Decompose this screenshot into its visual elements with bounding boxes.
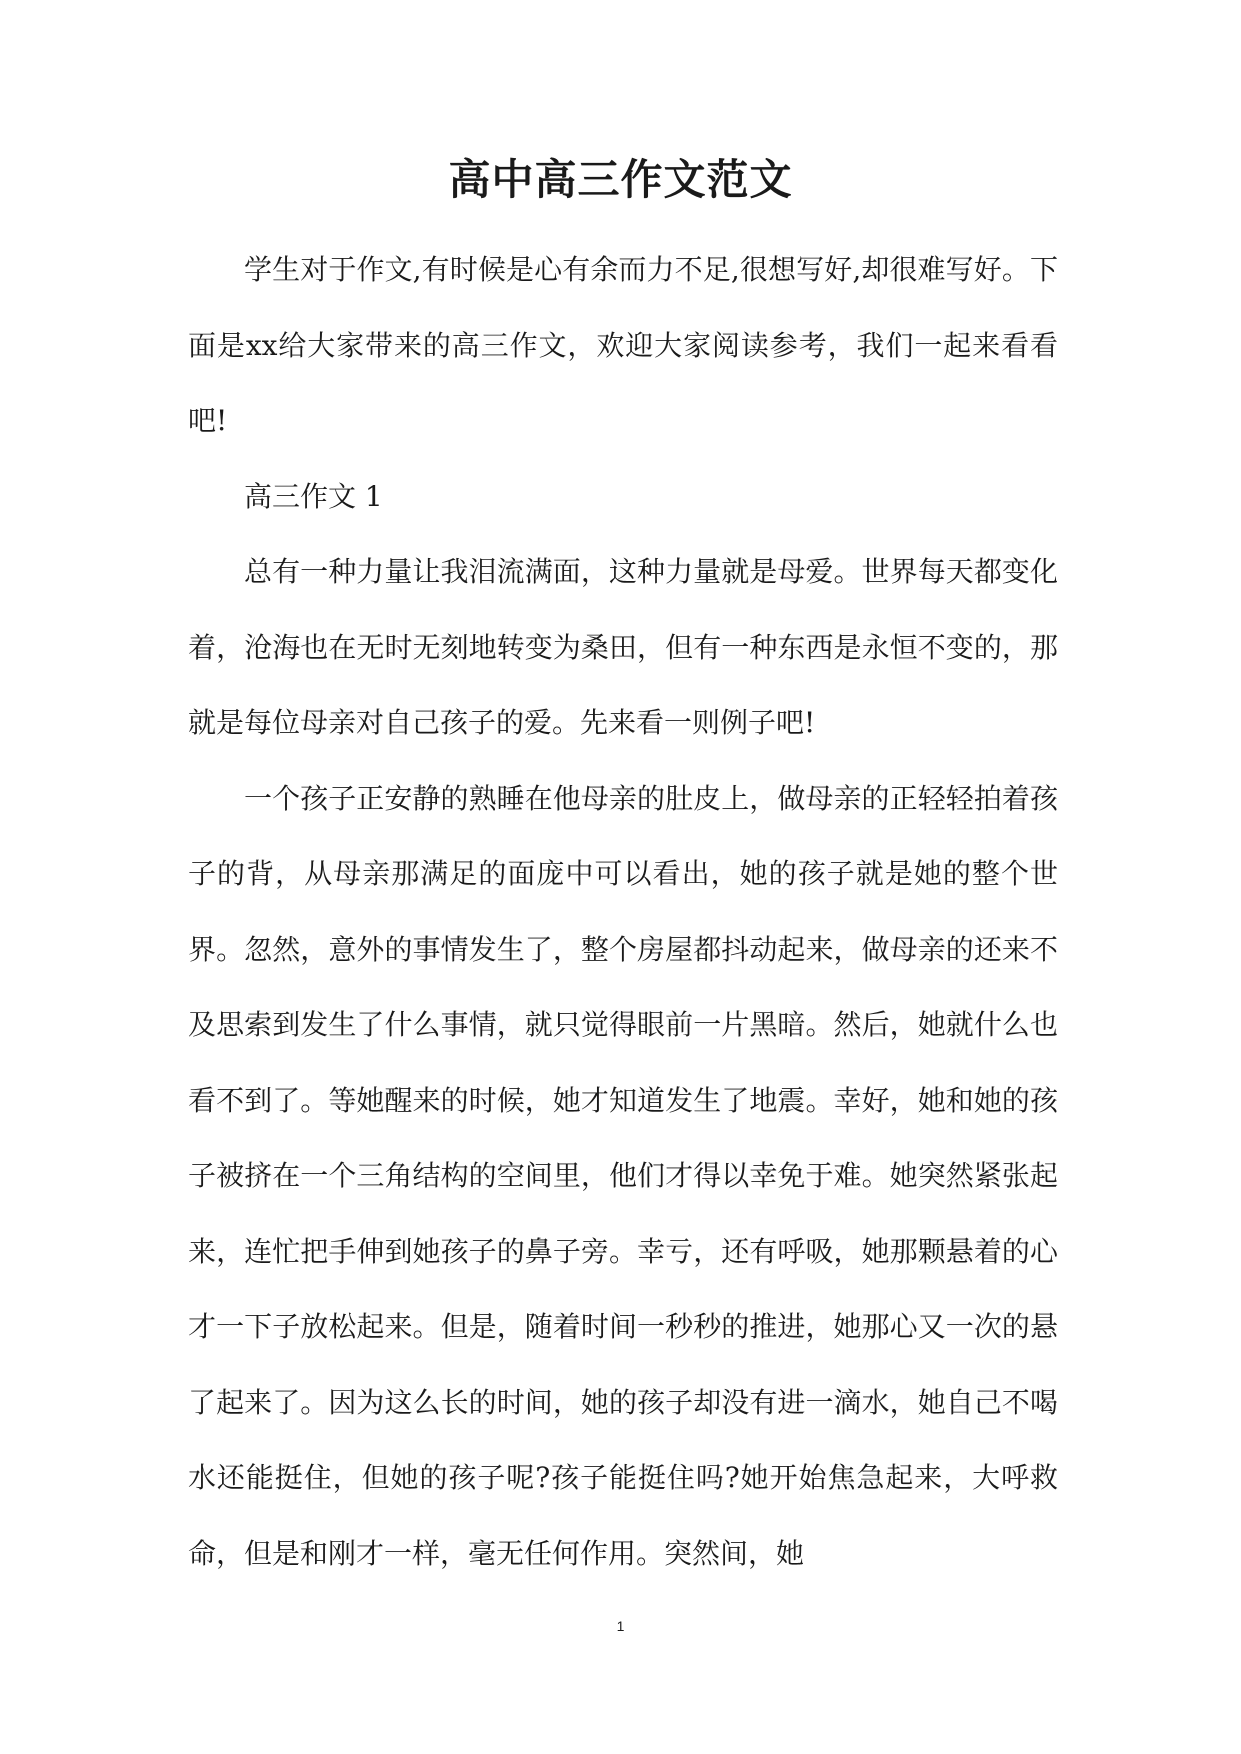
intro-paragraph: 学生对于作文,有时候是心有余而力不足,很想写好,却很难写好。下面是xx给大家带来的高三作文，欢迎大家阅读参考，我们一起来看看吧! — [188, 253, 1058, 437]
document-body — [188, 232, 1058, 1591]
section-heading: 高三作文 1 — [244, 479, 383, 513]
body-paragraph: 一个孩子正安静的熟睡在他母亲的肚皮上，做母亲的正轻轻拍着孩子的背，从母亲那满足的面庞中可以看出，她的孩子就是她的整个世界。忽然，意外的事情发生了，整个房屋都抖动起来，做母亲的还来不及思索到发生了什么事情，就只觉得眼前一片黑暗。然后，她就什么也看不到了。等她醒来的时候，她才知道发生了地震。幸好，她和她的孩子被挤在一个三角结构的空间里，他们才得以幸免于难。她突然紧张起来，连忙把手伸到她孩子的鼻子旁。幸亏，还有呼吸，她那颗悬着的心才一下子放松起来。但是，随着时间一秒秒的推进，她那心又一次的悬了起来了。因为这么长的时间，她的孩子却没有进一滴水，她自己不喝水还能挺住，但她的孩子呢?孩子能挺住吗?她开始焦急起来，大呼救命，但是和刚才一样，毫无任何作用。突然间，她 — [188, 781, 1058, 1570]
document-title: 高中高三作文范文 — [448, 155, 793, 204]
page-number: 1 — [616, 1618, 625, 1634]
body-paragraph: 总有一种力量让我泪流满面，这种力量就是母爱。世界每天都变化着，沧海也在无时无刻地转变为桑田，但有一种东西是永恒不变的，那就是每位母亲对自己孩子的爱。先来看一则例子吧! — [188, 555, 1058, 739]
